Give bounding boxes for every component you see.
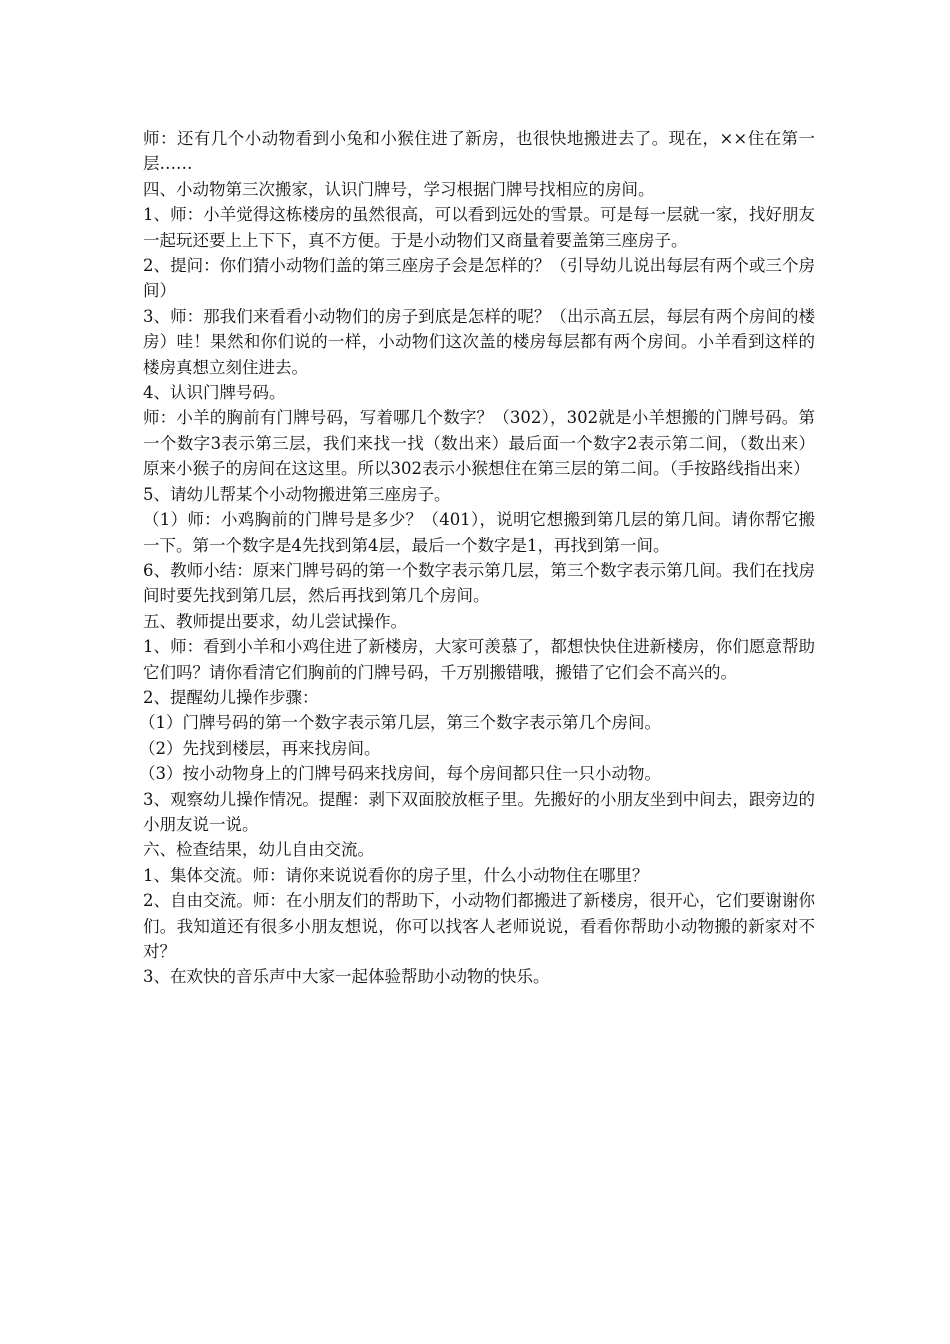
paragraph: 4、认识门牌号码。 [143, 383, 286, 403]
paragraph: 师：小羊的胸前有门牌号码，写着哪几个数字？（302），302就是小羊想搬的门牌号码。第一个数字3表示第三层，我们来找一找（数出来）最后面一个数字2表示第二间，（数出来）原来小猴子的房间在这这里。所以302表示小猴想住在第三层的第二间。（手按路线指出来） [143, 408, 815, 479]
section-heading: 六、检查结果，幼儿自由交流。 [143, 840, 374, 860]
paragraph: 3、在欢快的音乐声中大家一起体验帮助小动物的快乐。 [143, 967, 550, 987]
step-item: （1）门牌号码的第一个数字表示第几层，第三个数字表示第几个房间。 [139, 713, 661, 733]
paragraph: 2、提问：你们猜小动物们盖的第三座房子会是怎样的？（引导幼儿说出每层有两个或三个房间） [143, 256, 815, 301]
paragraph: 师：还有几个小动物看到小兔和小猴住进了新房，也很快地搬进去了。现在，××住在第一层…… [143, 129, 815, 174]
section-heading: 四、小动物第三次搬家，认识门牌号，学习根据门牌号找相应的房间。 [143, 179, 655, 199]
step-item: （2）先找到楼层，再来找房间。 [139, 738, 381, 758]
section-heading: 五、教师提出要求，幼儿尝试操作。 [143, 611, 407, 631]
paragraph: 3、师：那我们来看看小动物们的房子到底是怎样的呢？（出示高五层，每层有两个房间的楼房）哇！果然和你们说的一样，小动物们这次盖的楼房每层都有两个房间。小羊看到这样的楼房真想立刻住进去。 [143, 306, 815, 377]
paragraph: 1、集体交流。师：请你来说说看你的房子里，什么小动物住在哪里？ [143, 865, 649, 885]
paragraph: 6、教师小结：原来门牌号码的第一个数字表示第几层，第三个数字表示第几间。我们在找房间时要先找到第几层，然后再找到第几个房间。 [143, 560, 815, 606]
paragraph: 2、提醒幼儿操作步骤： [143, 687, 319, 707]
paragraph: 1、师：小羊觉得这栋楼房的虽然很高，可以看到远处的雪景。可是每一层就一家，找好朋友一起玩还要上上下下，真不方便。于是小动物们又商量着要盖第三座房子。 [143, 205, 815, 250]
paragraph: （1）师：小鸡胸前的门牌号是多少？（401），说明它想搬到第几层的第几间。请你帮它搬一下。第一个数字是4先找到第4层，最后一个数字是1，再找到第一间。 [143, 510, 815, 555]
paragraph: 3、观察幼儿操作情况。提醒：剥下双面胶放框子里。先搬好的小朋友坐到中间去，跟旁边的小朋友说一说。 [143, 789, 815, 834]
step-item: （3）按小动物身上的门牌号码来找房间，每个房间都只住一只小动物。 [139, 764, 661, 784]
paragraph: 2、自由交流。师：在小朋友们的帮助下，小动物们都搬进了新楼房，很开心，它们要谢谢你们。我知道还有很多小朋友想说，你可以找客人老师说说，看看你帮助小动物搬的新家对不对？ [143, 891, 815, 961]
paragraph: 1、师：看到小羊和小鸡住进了新楼房，大家可羡慕了，都想快快住进新楼房，你们愿意帮助它们吗？请你看清它们胸前的门牌号码，千万别搬错哦，搬错了它们会不高兴的。 [143, 637, 815, 682]
document-body [139, 126, 815, 990]
paragraph: 5、请幼儿帮某个小动物搬进第三座房子。 [143, 484, 451, 504]
